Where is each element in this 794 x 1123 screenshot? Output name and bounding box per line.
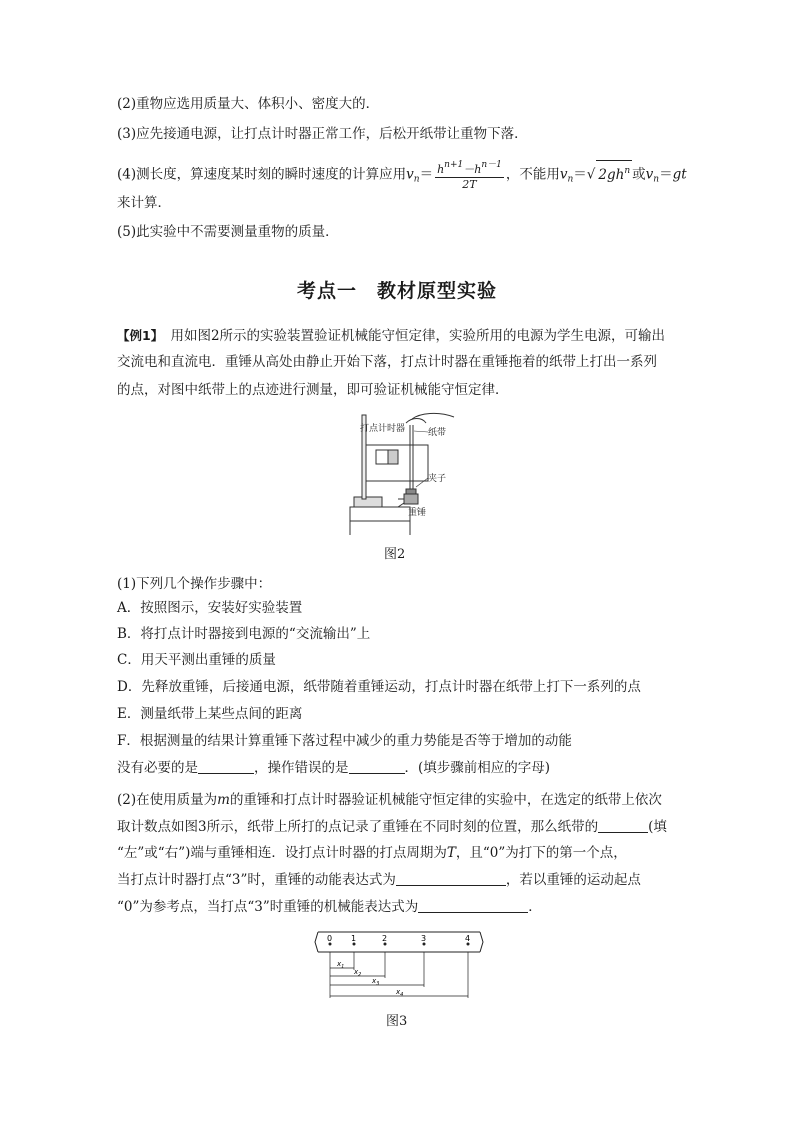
q1-intro: (1)下列几个操作步骤中：	[117, 576, 272, 592]
q1-option-c: C．用天平测出重锤的质量	[117, 652, 276, 668]
q2-line-1: (2)在使用质量为m的重锤和打点计时器验证机械能守恒定律的实验中，在选定的纸带上依次	[117, 792, 662, 808]
answer-blank-2[interactable]	[349, 759, 405, 774]
q2-line-2: 取计数点如图3所示，纸带上所打的点记录了重锤在不同时刻的位置，那么纸带的 (填	[117, 819, 667, 835]
answer-blank-1[interactable]	[198, 759, 254, 774]
q2-line-3: “左”或“右”)端与重锤相连．设打点计时器的打点周期为T，且“0”为打下的第一个点，	[117, 845, 627, 861]
example-tag: 【例1】	[117, 328, 157, 343]
fraction-denominator: 2T	[462, 178, 477, 191]
note-4-text: (4)测长度，算速度某时刻的瞬时速度的计算应用	[117, 166, 407, 183]
dist-label-x3: $x_3$	[372, 977, 380, 987]
formula-sub-n: n	[413, 174, 420, 185]
note-4-continued: 来计算．	[117, 195, 171, 211]
note-3: (3)应先接通电源，让打点计时器正常工作，后松开纸带让重物下落．	[117, 126, 528, 142]
q1-option-f: F．根据测量的结果计算重锤下落过程中减少的重力势能是否等于增加的动能	[117, 733, 572, 749]
dist-label-x1: $x_1$	[337, 960, 345, 970]
figure-3-caption: 图3	[386, 1014, 408, 1029]
q1-option-d: D．先释放重锤，后接通电源，纸带随着重锤运动，打点计时器在纸带上打下一系列的点	[117, 679, 641, 695]
velocity-fraction	[435, 158, 504, 192]
answer-blank-5[interactable]	[418, 898, 528, 913]
example-line-2: 交流电和直流电．重锤从高处由静止开始下落，打点计时器在重锤拖着的纸带上打出一系列	[117, 354, 657, 370]
q2-line-5: “0”为参考点，当打点“3”时重锤的机械能表达式为 ．	[117, 899, 542, 915]
q1-option-b: B．将打点计时器接到电源的“交流输出”上	[117, 626, 371, 642]
formula-v: v	[406, 166, 414, 183]
answer-blank-3[interactable]	[598, 818, 648, 833]
apparatus-figure	[340, 407, 460, 537]
answer-blank-4[interactable]	[396, 871, 506, 886]
q1-ask: 没有必要的是 ，操作错误的是 ．(填步骤前相应的字母)	[117, 760, 551, 776]
example-line-3: 的点，对图中纸带上的点迹进行测量，即可验证机械能守恒定律．	[117, 382, 509, 398]
note-5: (5)此实验中不需要测量重物的质量．	[117, 224, 339, 240]
tape-label-4: 4	[465, 934, 471, 943]
note-4: (4)测长度，算速度某时刻的瞬时速度的计算应用$v_n=$ $\frac{h^{n+1}-h^{n-1}}{2T}$ ，不能用$v_n=√$ $2gh^n$ 或$v_n=gt$	[117, 160, 687, 191]
sqrt-expression: $2gh^n$	[596, 160, 632, 185]
tape-label-3: 3	[421, 934, 427, 943]
tape-points	[327, 934, 470, 946]
label-tape: 纸带	[428, 428, 447, 438]
q1-option-a: A．按照图示，安装好实验装置	[117, 600, 303, 616]
fraction-numerator: $h^{n+1}-h^{n-1}$	[437, 160, 502, 176]
label-clip: 夹子	[428, 474, 447, 484]
note-2: (2)重物应选用质量大、体积小、密度大的．	[117, 96, 380, 112]
note-4-mid: ，不能用	[505, 166, 560, 183]
tape-label-2: 2	[382, 934, 388, 943]
dist-label-x2: $x_2$	[354, 968, 362, 978]
tape-label-0: 0	[327, 934, 333, 943]
label-timer: 打点计时器	[360, 424, 406, 434]
tape-label-1: 1	[351, 934, 357, 943]
example-line-1: 【例1】 用如图2所示的实验装置验证机械能守恒定律，实验所用的电源为学生电源，可输出	[117, 328, 666, 344]
q2-line-4: 当打点计时器打点“3”时，重锤的动能表达式为 ，若以重锤的运动起点	[117, 872, 641, 888]
figure-2-caption: 图2	[384, 547, 406, 562]
q1-option-e: E．测量纸带上某些点间的距离	[117, 706, 303, 722]
formula-eq: ＝	[419, 166, 434, 183]
dist-label-x4: $x_4$	[396, 988, 404, 998]
label-weight: 重锤	[408, 508, 427, 518]
section-title: 考点一 教材原型实验	[296, 280, 497, 302]
tape-figure	[314, 926, 484, 1004]
